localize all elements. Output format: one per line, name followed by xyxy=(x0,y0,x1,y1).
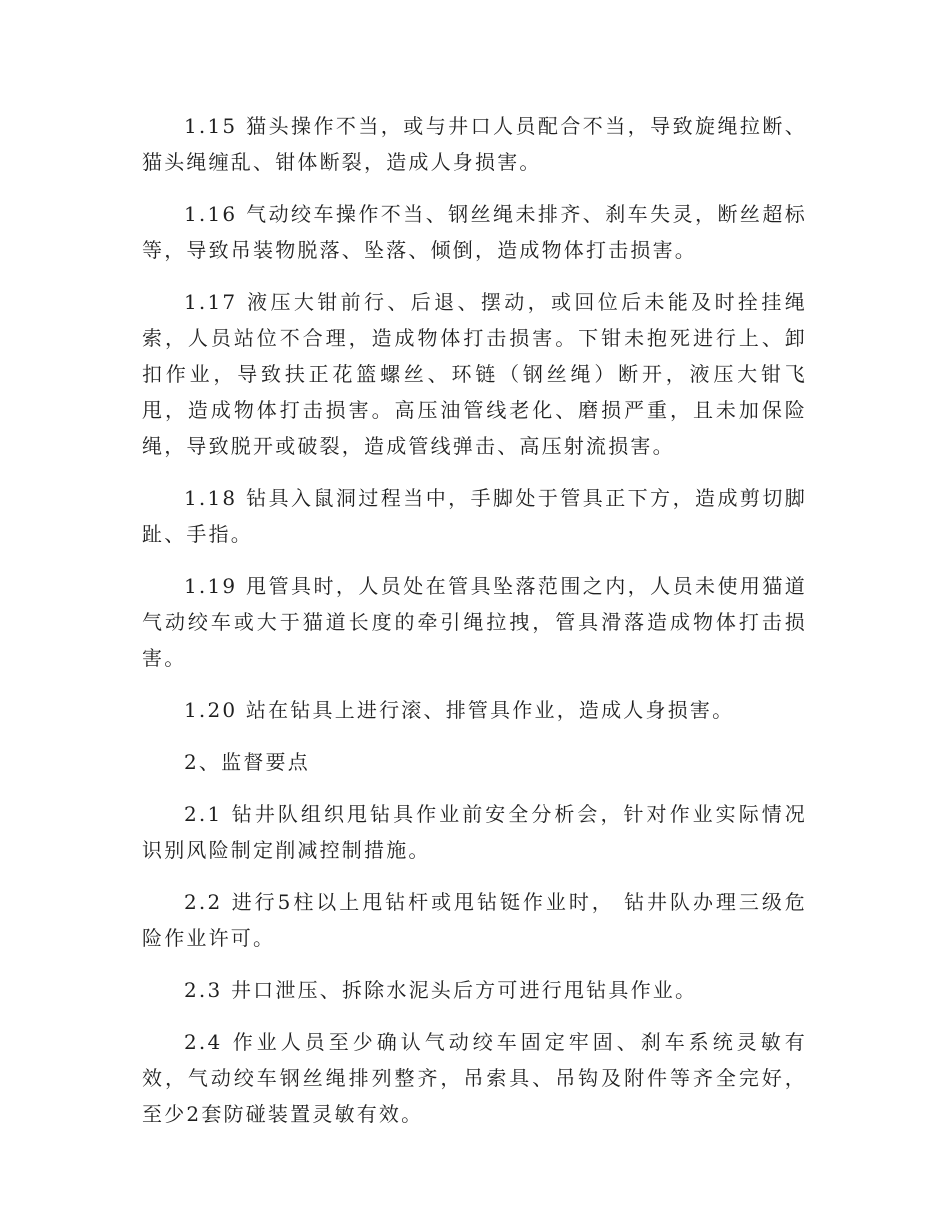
paragraph-1-19: 1.19 甩管具时，人员处在管具坠落范围之内，人员未使用猫道气动绞车或大于猫道长度的牵引绳拉拽，管具滑落造成物体打击损害。 xyxy=(142,574,807,670)
paragraph-1-18: 1.18 钻具入鼠洞过程当中，手脚处于管具正下方，造成剪切脚趾、手指。 xyxy=(142,486,807,546)
paragraph-1-16: 1.16 气动绞车操作不当、钢丝绳未排齐、刹车失灵，断丝超标等，导致吊装物脱落、坠落、倾倒，造成物体打击损害。 xyxy=(142,202,807,262)
paragraph-1-17: 1.17 液压大钳前行、后退、摆动，或回位后未能及时拴挂绳索，人员站位不合理，造成物体打击损害。下钳未抱死进行上、卸扣作业，导致扶正花篮螺丝、环链（钢丝绳）断开，液压大钳飞甩，造成物体打击损害。高压油管线老化、磨损严重，且未加保险绳，导致脱开或破裂，造成管线弹击、高压射流损害。 xyxy=(142,290,807,458)
document-body xyxy=(142,108,807,1148)
paragraph-2-4: 2.4 作业人员至少确认气动绞车固定牢固、刹车系统灵敏有效，气动绞车钢丝绳排列整齐，吊索具、吊钩及附件等齐全完好，至少2套防碰装置灵敏有效。 xyxy=(142,1030,807,1126)
paragraph-1-20: 1.20 站在钻具上进行滚、排管具作业，造成人身损害。 xyxy=(184,698,735,722)
paragraph-2-1: 2.1 钻井队组织甩钻具作业前安全分析会，针对作业实际情况识别风险制定削减控制措施。 xyxy=(142,802,807,862)
paragraph-2-2: 2.2 进行5柱以上甩钻杆或甩钻铤作业时， 钻井队办理三级危险作业许可。 xyxy=(142,890,807,950)
paragraph-1-15: 1.15 猫头操作不当，或与井口人员配合不当，导致旋绳拉断、猫头绳缠乱、钳体断裂，造成人身损害。 xyxy=(142,114,807,174)
paragraph-2-3: 2.3 井口泄压、拆除水泥头后方可进行甩钻具作业。 xyxy=(184,978,698,1002)
section-heading-supervision-points: 2、监督要点 xyxy=(184,750,310,774)
